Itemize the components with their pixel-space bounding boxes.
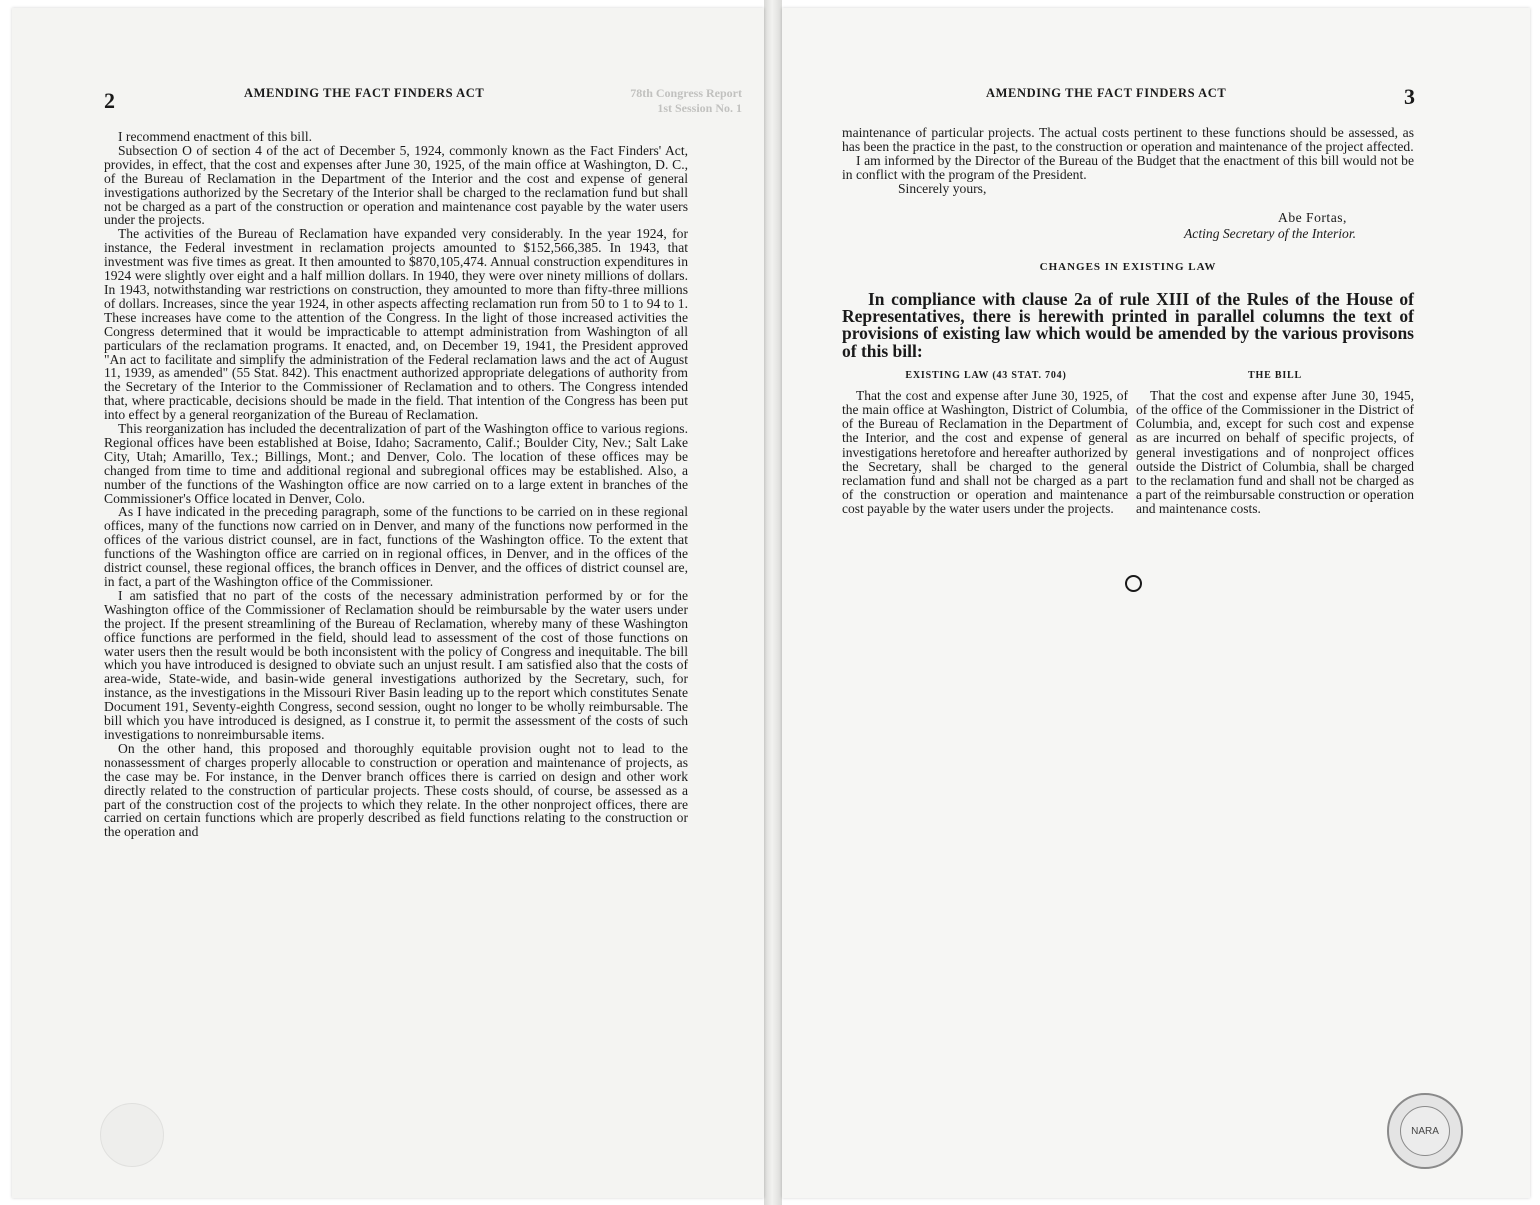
letter-body (104, 130, 688, 839)
truman-library-stamp (1387, 1093, 1463, 1169)
paragraph: I am satisfied that no part of the costs of the necessary administration performed by or for the Washington office of the Commissioner of Reclamation should be reimbursable by the water users under the project. If the present streamlining of the Bureau of Reclamation, whereby many of these Washington office functions are performed in the field, should lead to assessment of the cost of those functions on water users then the result would be both inconsistent with the policy of Congress and inequitable. The bill which you have introduced is designed to obviate such an unjust result. I am satisfied also that the costs of area-wide, State-wide, and basin-wide general investigations authorized by the Secretary, such, for instance, as the investigations in the Missouri River Basin leading up to the report which constitutes Senate Document 191, Seventy-eighth Congress, second session, ought no longer to be wholly reimbursable. The bill which you have introduced is designed, as I construe it, to permit the assessment of the costs of such investigations to nonreimbursable items. (104, 587, 688, 742)
paragraph: The activities of the Bureau of Reclamation have expanded very considerably. In the year 1924, for instance, the Federal investment in reclamation projects amounted to $152,566,385. In 1943, that investment was five times as great. It then amounted to $870,105,474. Annual construction expenditures in 1924 were slightly over eight and a half million dollars. In 1940, they were over ninety millions of dollars. In 1943, notwithstanding war restrictions on construction, they amounted to more than fifty-three millions of dollars. Increases, since the year 1924, in other aspects affecting reclamation run from 50 to 1 to 94 to 1. These increases have come to the attention of the Congress. In the light of those increased activities the Congress determined that it would be impracticable to attempt administration from Washington of all particulars of the reclamation programs. It enacted, and, on December 19, 1941, the President approved "An act to facilitate and simplify the administration of the Federal reclamation laws and the act of August 11, 1939, as amended" (55 Stat. 842). This enactment authorized appropriate delegations of authority from the Secretary of the Interior to the Commissioner of Reclamation and to others. The Congress intended that, where practicable, decisions should be made in the field. That intention of the Congress has been put into effect by a general reorganization of the Bureau of Reclamation. (104, 226, 688, 423)
bleed-through-header: 78th Congress Report 1st Session No. 1 (630, 86, 742, 115)
page-number: 3 (1404, 84, 1415, 109)
right-page (782, 8, 1530, 1198)
running-head: AMENDING THE FACT FINDERS ACT (986, 86, 1227, 100)
existing-law-heading: EXISTING LAW (43 STAT. 704) (905, 370, 1067, 381)
paragraph: As I have indicated in the preceding paragraph, some of the functions to be carried on in these regional offices, many of the functions now carried on in Denver, and many of the functions now performed in the offices of the various district counsel, are in fact, functions of the Washington office. To the extent that functions of the Washington office are carried on in regional offices, in Denver, and in the offices of the district counsel, these regional offices, the branch offices in Denver, and the offices of district counsel are, in fact, a part of the Washington office of the Commissioner. (104, 504, 688, 589)
book-gutter (764, 0, 782, 1205)
bill-column: That the cost and expense after June 30, 1945, of the office of the Commissioner in the District of Columbia, and, except for such cost and expense as are incurred on behalf of specific projects, of general investigations and of nonproject offices outside the District of Columbia, shall be charged to the reclamation fund and shall not be charged as a part of the reimbursable construction or operation and maintenance costs. (1136, 388, 1414, 517)
compliance-intro: In compliance with clause 2a of rule XIII of the Rules of the House of Representatives, there is herewith printed in parallel columns the text of provisions of existing law which would be amended by the various provisons of this bill: (842, 289, 1414, 361)
section-heading: CHANGES IN EXISTING LAW (1039, 261, 1217, 273)
paragraph: On the other hand, this proposed and thoroughly equitable provision ought not to lead to the nonassessment of charges properly allocable to construction or operation and maintenance of projects, as the case may be. For instance, in the Denver branch offices there is carried on design and other work directly related to the construction of particular projects. These costs should, of course, be assessed as a part of the construction cost of the projects to which they relate. In the other nonproject offices, there are carried on certain functions which are properly described as field functions relating to the construction or the operation and (104, 740, 688, 840)
paragraph: I am informed by the Director of the Bureau of the Budget that the enactment of this bill would not be in conflict with the program of the President. (842, 152, 1414, 182)
paragraph: I recommend enactment of this bill. (118, 129, 313, 144)
letter-body-continued (842, 126, 1414, 196)
bill-heading: THE BILL (1248, 370, 1302, 381)
existing-law-column: That the cost and expense after June 30, 1925, of the main office at Washington, District of Columbia, of the Bureau of Reclamation in the Department of the Interior, and the cost and expense of general investigations heretofore and hereafter authorized by the Secretary, shall be charged to the general reclamation fund and shall not be charged as a part of the construction or operation and maintenance cost payable by the water users under the projects. (842, 388, 1128, 517)
left-page (12, 8, 764, 1198)
signature-name: Abe Fortas, (1278, 210, 1347, 225)
end-mark-circle (1125, 575, 1142, 592)
signature-title: Acting Secretary of the Interior. (1184, 226, 1357, 241)
paragraph: This reorganization has included the decentralization of part of the Washington office to various regions. Regional offices have been established at Boise, Idaho; Sacramento, Calif.; Boulder City, Nev.; Salt Lake City, Utah; Amarillo, Tex.; Billings, Mont.; and Denver, Colo. The location of these offices may be changed from time to time and additional regional and subregional offices may be established. Also, a number of the functions of the Washington office are now carried on to a large extent in branches of the Commissioner's Office located in Denver, Colo. (104, 421, 688, 506)
faint-library-stamp (100, 1103, 164, 1167)
stamp-center: NARA (1400, 1106, 1450, 1156)
paragraph: Subsection O of section 4 of the act of December 5, 1924, commonly known as the Fact Finders' Act, provides, in effect, that the cost and expenses after June 30, 1925, of the main office at Washington, D. C., of the Bureau of Reclamation in the Department of the Interior and the cost and expense of general investigations authorized by the Secretary of the Interior shall be charged to the reclamation fund but shall not be charged as a part of the construction or operation and maintenance cost payable by the water users under the projects. (104, 142, 688, 228)
closing: Sincerely yours, (898, 180, 987, 196)
paragraph: maintenance of particular projects. The actual costs pertinent to these functions should be assessed, as has been the practice in the past, to the construction or operation and maintenance of the project affected. (842, 125, 1414, 154)
running-head: AMENDING THE FACT FINDERS ACT (244, 86, 485, 100)
page-number: 2 (104, 88, 115, 113)
